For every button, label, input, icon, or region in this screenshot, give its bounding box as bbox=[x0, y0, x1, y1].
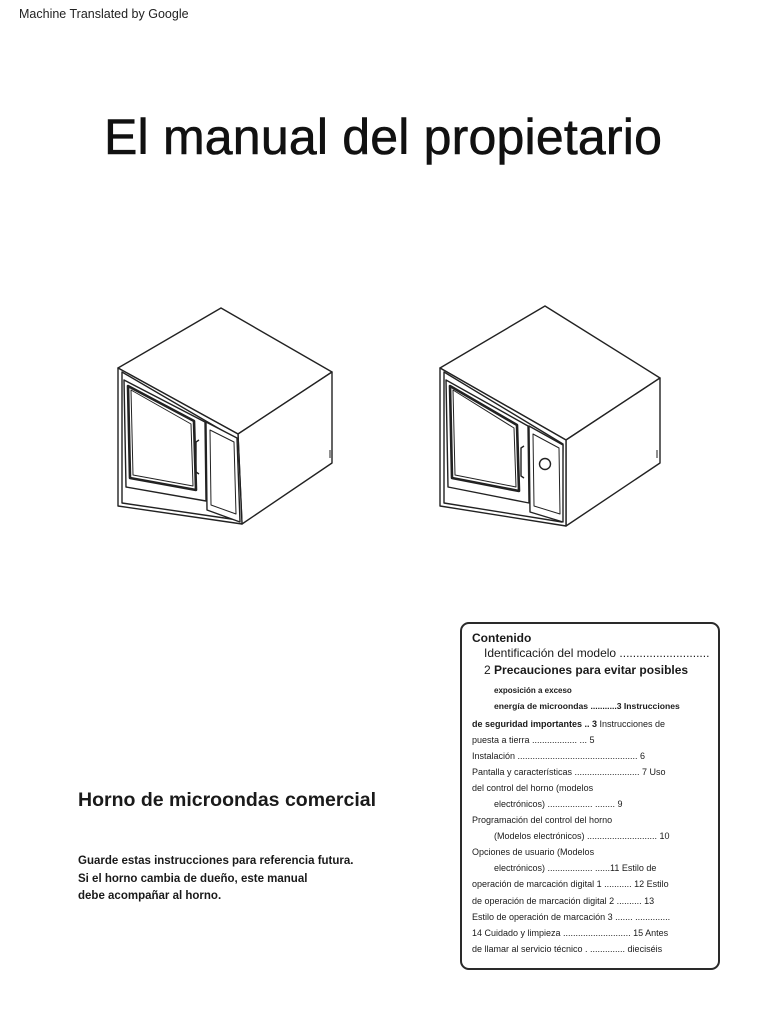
toc-entry: electrónicos) .................. ......11 Estilo de bbox=[494, 863, 657, 874]
toc-entry bbox=[472, 662, 708, 679]
toc-page-number: 2 bbox=[484, 662, 495, 677]
toc-entry: exposición a exceso bbox=[494, 685, 572, 695]
toc-entry: puesta a tierra .................. ... 5 bbox=[472, 734, 595, 745]
microwave-illustration-touch bbox=[110, 300, 340, 532]
toc-heading: de seguridad importantes .. 3 bbox=[472, 718, 598, 729]
microwave-illustration-dial bbox=[432, 300, 668, 532]
toc-entry: Opciones de usuario (Modelos bbox=[472, 847, 595, 858]
save-note-line: Guarde estas instrucciones para referencia futura. bbox=[78, 855, 354, 867]
toc-entry bbox=[472, 713, 708, 732]
toc-entry: Identificación del modelo ........................... bbox=[484, 646, 710, 660]
toc-entry: Programación del control del horno bbox=[472, 815, 613, 826]
page-title: El manual del propietario bbox=[104, 109, 663, 165]
toc-entry: operación de marcación digital 1 ........... 12 Estilo bbox=[472, 879, 669, 890]
machine-translation-note: Machine Translated by Google bbox=[19, 7, 189, 21]
product-name: Horno de microondas comercial bbox=[78, 789, 376, 811]
toc-title: Contenido bbox=[472, 631, 532, 645]
save-note-line: debe acompañar al horno. bbox=[78, 890, 222, 902]
table-of-contents bbox=[460, 622, 720, 970]
save-note-line: Si el horno cambia de dueño, este manual bbox=[78, 872, 308, 885]
toc-entry: Instalación ................................................ 6 bbox=[472, 750, 646, 761]
toc-entry: 14 Cuidado y limpieza ........................... 15 Antes bbox=[472, 927, 669, 938]
control-panel-inner bbox=[210, 430, 236, 514]
dial-knob-icon bbox=[540, 459, 551, 470]
toc-entry-text: Instrucciones de bbox=[597, 718, 666, 729]
save-instructions-note bbox=[78, 853, 353, 906]
toc-entry: de operación de marcación digital 2 .......... 13 bbox=[472, 895, 655, 906]
toc-entry: (Modelos electrónicos) ............................ 10 bbox=[494, 831, 670, 842]
toc-entry: del control del horno (modelos bbox=[472, 782, 594, 793]
toc-entry: Pantalla y características .......................... 7 Uso bbox=[472, 766, 666, 777]
toc-entry: energía de microondas ...........3 Instrucciones bbox=[494, 700, 680, 711]
toc-heading: Precauciones para evitar posibles bbox=[494, 662, 689, 677]
toc-entry: electrónicos) .................. ........ 9 bbox=[494, 798, 623, 809]
toc-entry: de llamar al servicio técnico . .............. dieciséis bbox=[472, 943, 663, 954]
control-panel-inner bbox=[533, 434, 560, 514]
toc-entry: Estilo de operación de marcación 3 ....... .............. bbox=[472, 911, 671, 922]
